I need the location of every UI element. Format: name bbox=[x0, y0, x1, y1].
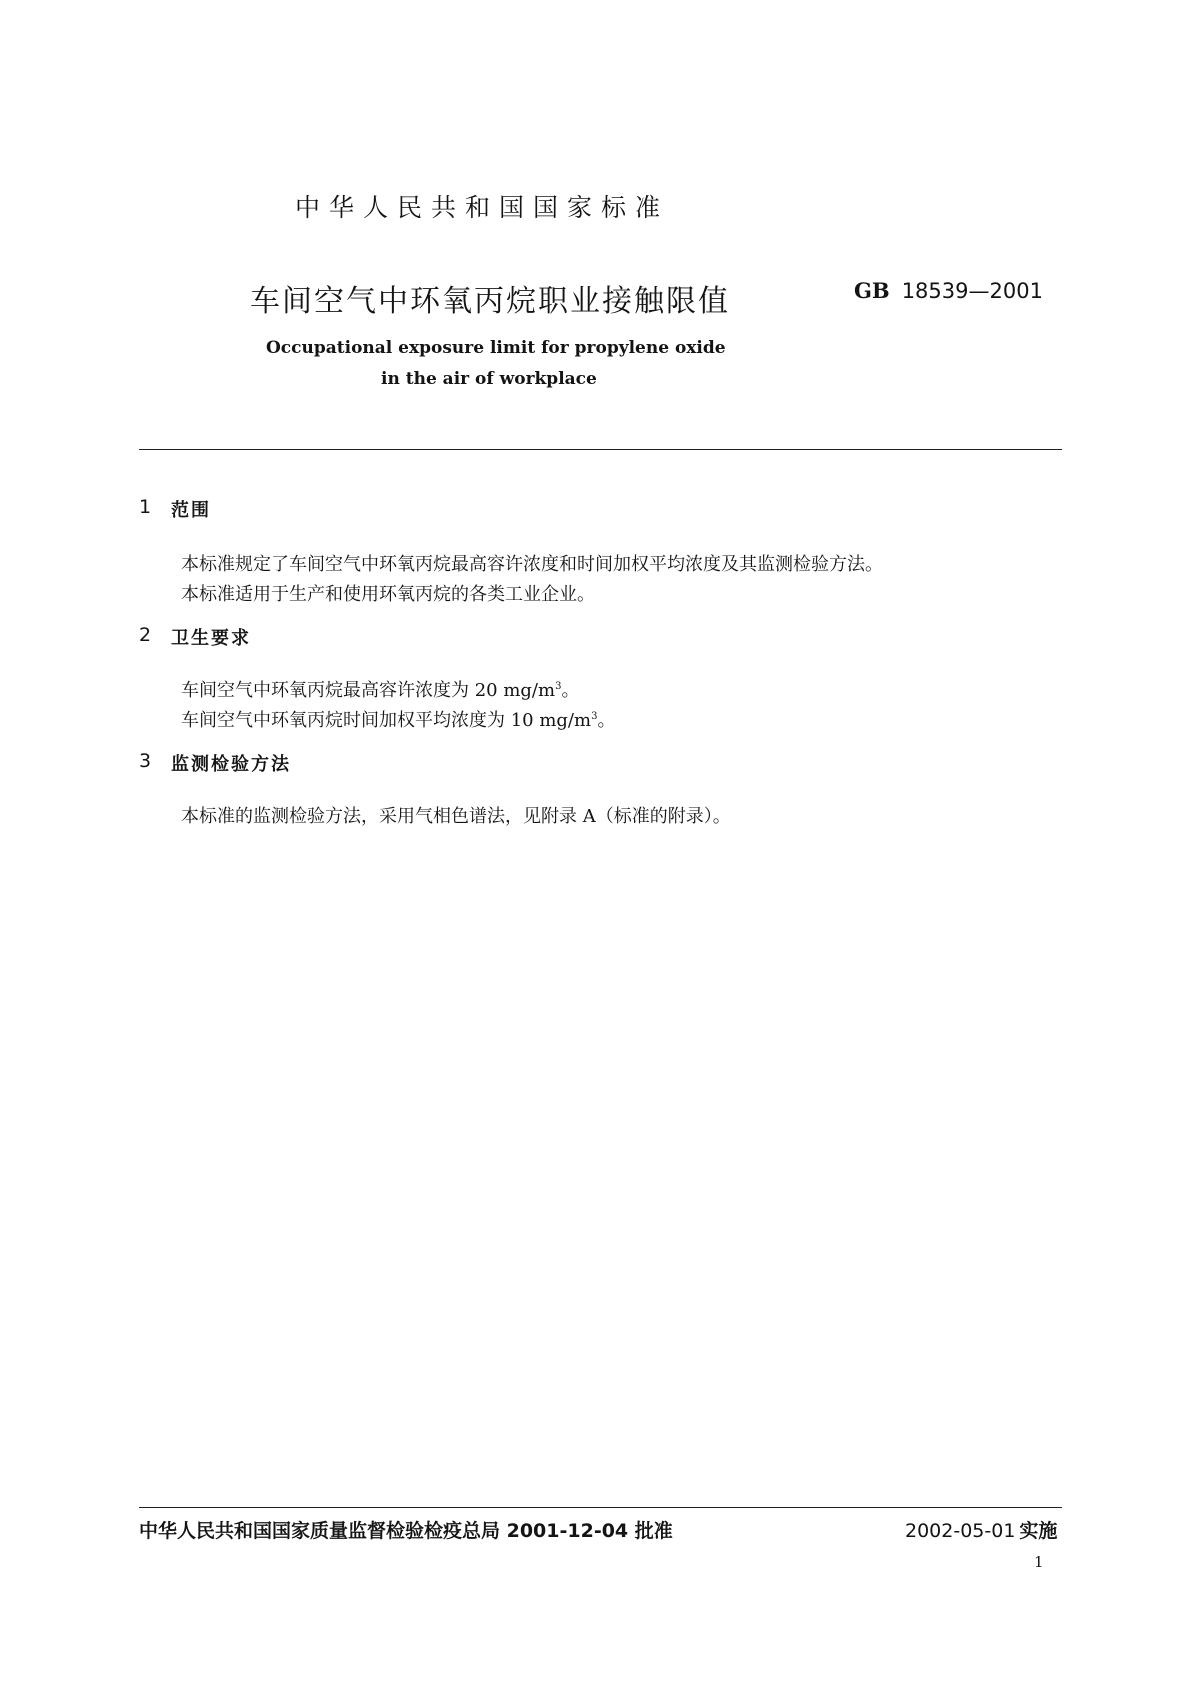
footer-approval: 中华人民共和国国家质量监督检验检疫总局 2001-12-04 批准 bbox=[139, 1520, 673, 1542]
superscript: 3 bbox=[591, 711, 598, 722]
section-paragraph: 车间空气中环氧丙烷最高容许浓度为 20 $mg/m^3$。 bbox=[181, 680, 580, 701]
section-paragraph: 车间空气中环氧丙烷时间加权平均浓度为 10 $mg/m^3$。 bbox=[181, 710, 616, 731]
title-english-line1: Occupational exposure limit for propylene oxide bbox=[266, 338, 726, 358]
section-number: 3 bbox=[139, 750, 152, 772]
national-standard-heading: 中华人民共和国国家标准 bbox=[295, 193, 670, 222]
page-number: 1 bbox=[1034, 1553, 1044, 1571]
section-paragraph: 本标准适用于生产和使用环氧丙烷的各类工业企业。 bbox=[181, 584, 595, 605]
header-divider bbox=[139, 449, 1062, 450]
section-paragraph: 本标准的监测检验方法，采用气相色谱法，见附录 A（标准的附录）。 bbox=[181, 806, 731, 827]
section-number: 2 bbox=[139, 624, 152, 646]
title-english-line2: in the air of workplace bbox=[381, 369, 597, 389]
effective-date: 2002-05-01 bbox=[905, 1520, 1016, 1542]
standard-prefix: GB bbox=[854, 278, 890, 303]
standard-code bbox=[854, 278, 1043, 303]
footer-effective bbox=[905, 1516, 1057, 1543]
superscript: 3 bbox=[555, 681, 562, 692]
section-title: 卫生要求 bbox=[171, 628, 251, 649]
section-title: 范围 bbox=[171, 500, 211, 521]
standard-number: 18539—2001 bbox=[901, 279, 1043, 303]
section-title: 监测检验方法 bbox=[171, 754, 291, 775]
effective-label: 实施 bbox=[1019, 1520, 1058, 1542]
section-number: 1 bbox=[139, 496, 152, 518]
section-paragraph: 本标准规定了车间空气中环氧丙烷最高容许浓度和时间加权平均浓度及其监测检验方法。 bbox=[181, 554, 883, 575]
footer-divider bbox=[139, 1507, 1062, 1508]
title-chinese: 车间空气中环氧丙烷职业接触限值 bbox=[250, 284, 730, 319]
